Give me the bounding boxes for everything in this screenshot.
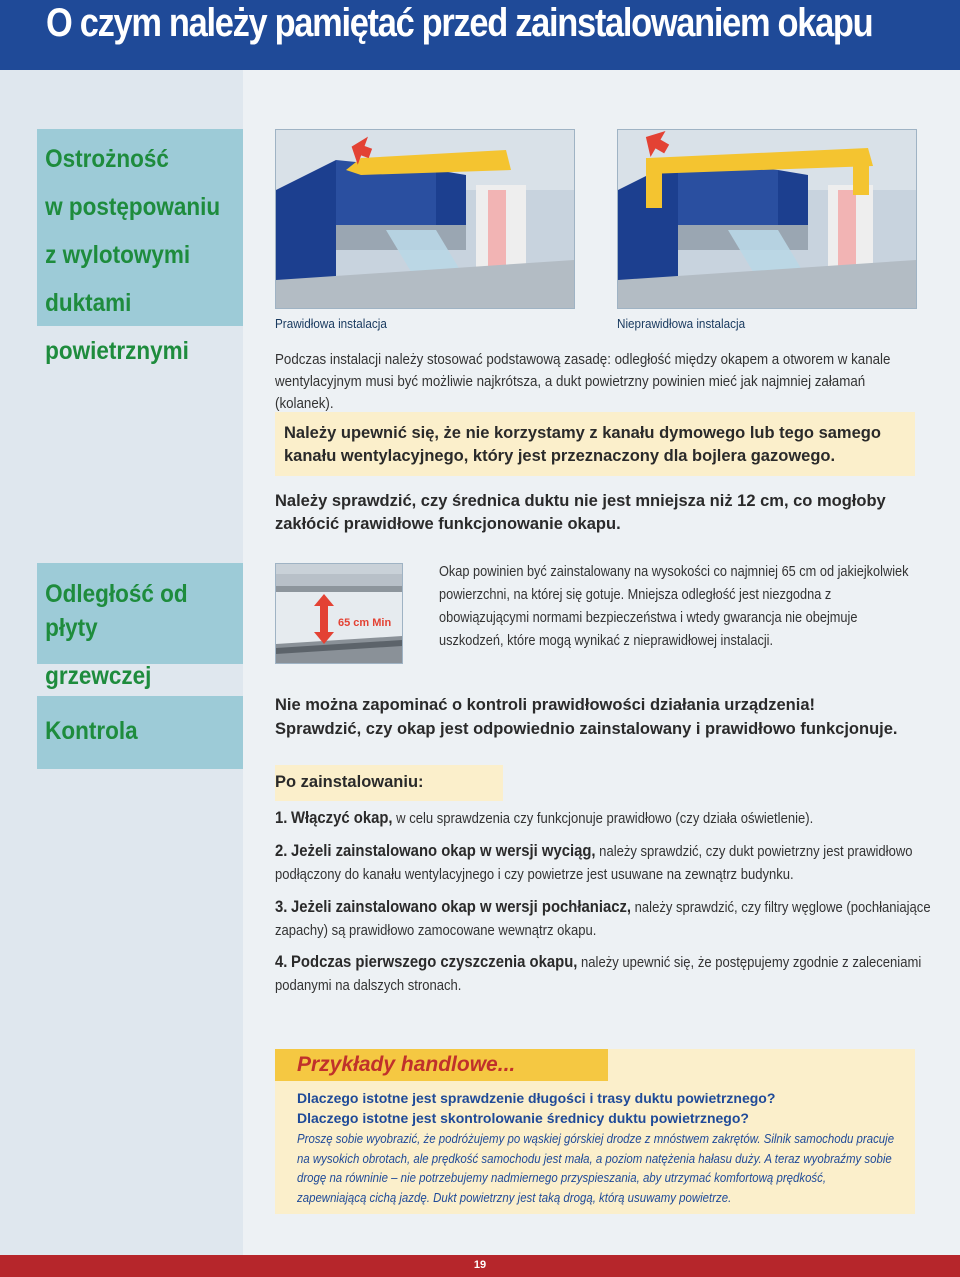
- step-bold: Jeżeli zainstalowano okap w wersji wyciąg,: [291, 842, 596, 860]
- control-line: Nie można zapominać o kontroli prawidłowości działania urządzenia!: [275, 696, 816, 714]
- step-item: [275, 896, 935, 943]
- distance-paragraph: [439, 561, 939, 653]
- sales-examples-heading-bar: [275, 1049, 608, 1081]
- section-title-control-line: Kontrola: [45, 717, 138, 745]
- step-text: należy sprawdzić, czy filtry węglowe (pochłaniające zapachy) są prawidłowo zamocowane wewnątrz okapu.: [275, 900, 931, 939]
- sales-examples-heading: Przykłady handlowe...: [297, 1053, 516, 1076]
- section-title-ducts-line: duktami: [45, 289, 132, 317]
- intro-text: Podczas instalacji należy stosować podstawową zasadę: odległość między okapem a otworem w kanale wentylacyjnym musi być możliwie najkrótsza, a dukt powietrzny powinien mieć jak najmniej załamań (kolanek).: [275, 352, 891, 412]
- warning-text-flue: Należy upewnić się, że nie korzystamy z kanału dymowego lub tego samego kanału wentylacyjnego, który jest przeznaczony dla bojlera gazowego.: [284, 424, 881, 465]
- section-title-ducts: [37, 129, 243, 365]
- step-item: [275, 951, 935, 998]
- sales-examples-box: [275, 1049, 915, 1214]
- example-question: Dlaczego istotne jest skontrolowanie średnicy duktu powietrznego?: [297, 1110, 749, 1126]
- page-footer: [0, 1255, 960, 1277]
- step-item: [275, 840, 935, 887]
- step-number: 2.: [275, 842, 288, 860]
- intro-paragraph: [275, 349, 915, 415]
- control-statement: [275, 693, 935, 741]
- correct-installation-caption: Prawidłowa instalacja: [275, 316, 387, 331]
- section-title-ducts-line: Ostrożność: [45, 145, 169, 173]
- step-number: 3.: [275, 898, 288, 916]
- step-text: należy sprawdzić, czy dukt powietrzny jest prawidłowo podłączony do kanału wentylacyjnego i czy powietrze jest usuwane na zewnątrz budynku.: [275, 844, 913, 883]
- control-line: Sprawdzić, czy okap jest odpowiednio zainstalowany i prawidłowo funkcjonuje.: [275, 720, 898, 738]
- section-title-distance: [37, 563, 243, 690]
- after-install-label-box: [275, 765, 503, 801]
- step-text: należy upewnić się, że postępujemy zgodnie z zaleceniami podanymi na dalszych stronach.: [275, 955, 922, 994]
- page-title: O czym należy pamiętać przed zainstalowaniem okapu: [46, 1, 873, 45]
- distance-label: 65 cm Min: [338, 617, 392, 629]
- step-item: [275, 807, 935, 831]
- section-title-ducts-line: powietrznymi: [45, 337, 189, 365]
- correct-installation-image: [275, 129, 575, 309]
- page-header: [0, 0, 960, 70]
- step-bold: Podczas pierwszego czyszczenia okapu,: [291, 953, 578, 971]
- incorrect-installation-image: [617, 129, 917, 309]
- step-number: 1.: [275, 809, 288, 827]
- example-question: Dlaczego istotne jest sprawdzenie długości i trasy duktu powietrznego?: [297, 1090, 776, 1106]
- section-title-control: [37, 696, 243, 769]
- section-title-ducts-line: w postępowaniu: [45, 193, 221, 221]
- section-title-ducts-line: z wylotowymi: [45, 241, 191, 269]
- incorrect-installation-caption: Nieprawidłowa instalacja: [617, 316, 746, 331]
- section-title-distance-line: grzewczej: [45, 662, 152, 690]
- distance-image: [275, 563, 403, 664]
- distance-text: Okap powinien być zainstalowany na wysokości co najmniej 65 cm od jakiejkolwiek powierzchni, na której się gotuje. Mniejsza odległość jest niezgodna z obowiązującymi normami bezpieczeństwa i wtedy gwarancja nie obejmuje uszkodzeń, które mogą wynikać z nieprawidłowej instalacji.: [439, 564, 909, 649]
- step-bold: Włączyć okap,: [291, 809, 393, 827]
- warning-box: [275, 412, 915, 476]
- section-title-distance-line: Odległość od płyty: [45, 580, 188, 642]
- example-explanation: Proszę sobie wyobrazić, że podróżujemy po wąskiej górskiej drodze z mnóstwem zakrętów. Silnik samochodu pracuje na wysokich obrotach, ale prędkość samochodu jest mała, a poziom natężenia hałasu duży. A teraz wyobraźmy sobie drogę na równinie – nie potrzebujemy nadmiernego przyspieszania, aby utrzymać komfortową prędkość, zapewniającą cichą jazdę. Dukt powietrzny jest taką drogą, którą usuwamy powietrze.: [297, 1131, 895, 1205]
- warning-text-diameter: Należy sprawdzić, czy średnica duktu nie jest mniejsza niż 12 cm, co mogłoby zakłócić prawidłowe funkcjonowanie okapu.: [275, 492, 886, 533]
- page-number: 19: [473, 1259, 487, 1271]
- after-install-label: Po zainstalowaniu:: [275, 773, 424, 791]
- step-bold: Jeżeli zainstalowano okap w wersji pochłaniacz,: [291, 898, 632, 916]
- step-number: 4.: [275, 953, 288, 971]
- step-text: w celu sprawdzenia czy funkcjonuje prawidłowo (czy działa oświetlenie).: [392, 811, 814, 827]
